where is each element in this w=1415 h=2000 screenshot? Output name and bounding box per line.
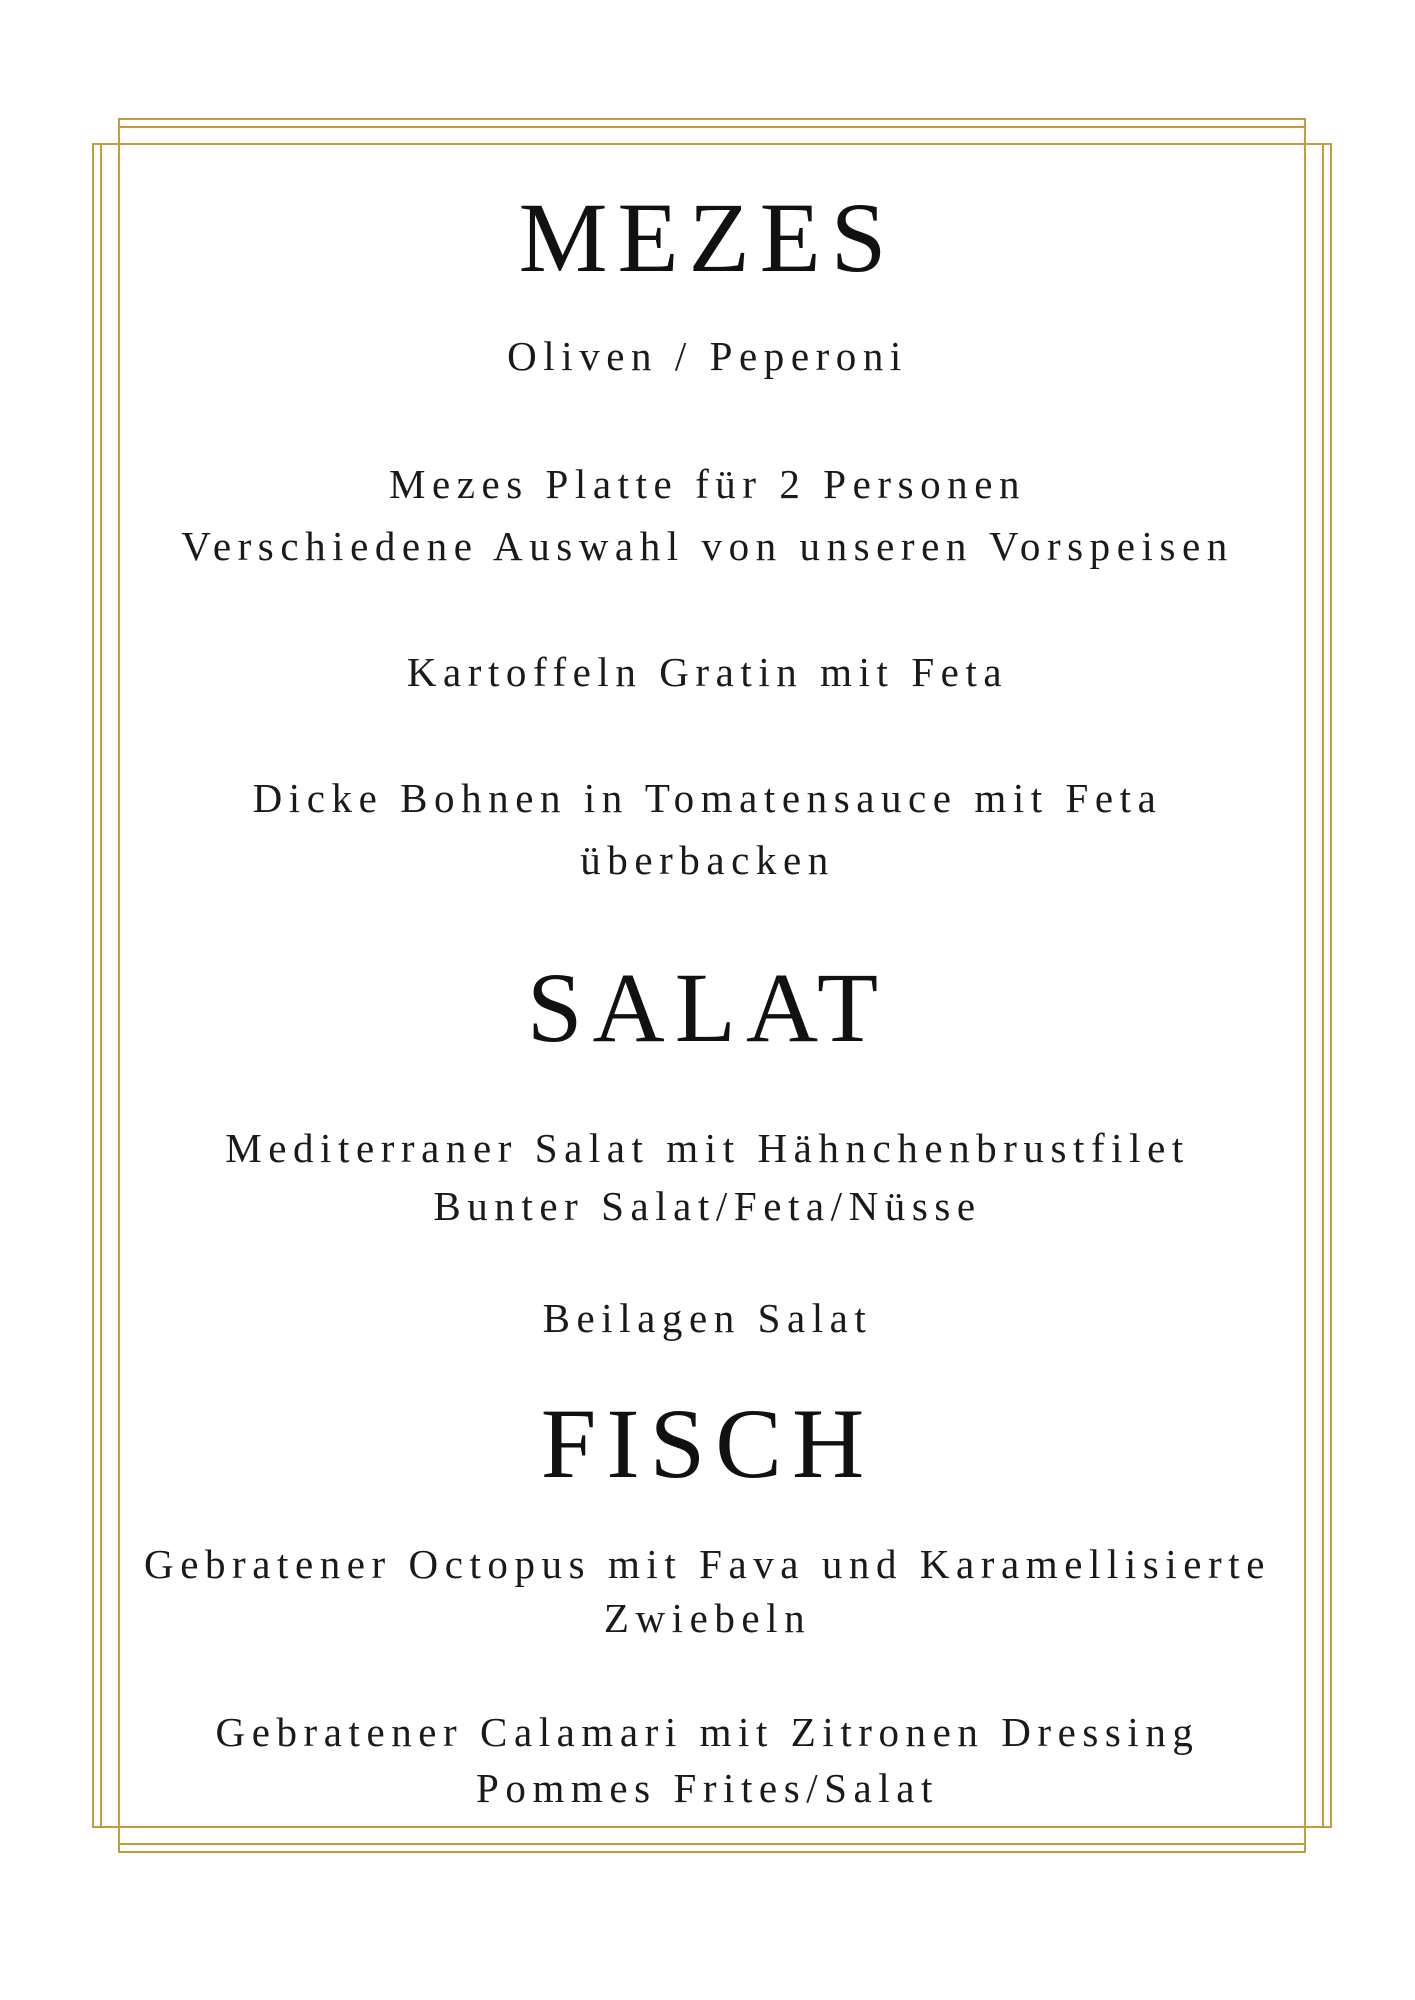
menu-item-line: Mezes Platte für 2 Personen [388, 461, 1027, 507]
menu-item-line: Zwiebeln [603, 1595, 812, 1641]
menu-item-line: Mediterraner Salat mit Hähnchenbrustfilet [225, 1125, 1190, 1171]
menu-item-line: überbacken [580, 837, 835, 883]
menu-item-line: Dicke Bohnen in Tomatensauce mit Feta [252, 775, 1163, 821]
section-title-salat: SALAT [526, 952, 889, 1063]
menu-item-line: Kartoffeln Gratin mit Feta [406, 649, 1009, 695]
menu-item-line: Bunter Salat/Feta/Nüsse [433, 1183, 982, 1229]
section-title-mezes: MEZES [518, 182, 897, 293]
section-title-fisch: FISCH [540, 1388, 875, 1499]
menu-item-line: Oliven / Peperoni [507, 333, 908, 379]
menu-item-line: Gebratener Octopus mit Fava und Karamellisierte [144, 1541, 1271, 1587]
menu-item-line: Beilagen Salat [542, 1295, 873, 1341]
menu-page [110, 0, 1305, 2000]
menu-item-line: Gebratener Calamari mit Zitronen Dressing [215, 1709, 1200, 1755]
menu-item-line: Verschiedene Auswahl von unseren Vorspeisen [181, 523, 1234, 569]
menu-item-line: Pommes Frites/Salat [476, 1765, 939, 1811]
